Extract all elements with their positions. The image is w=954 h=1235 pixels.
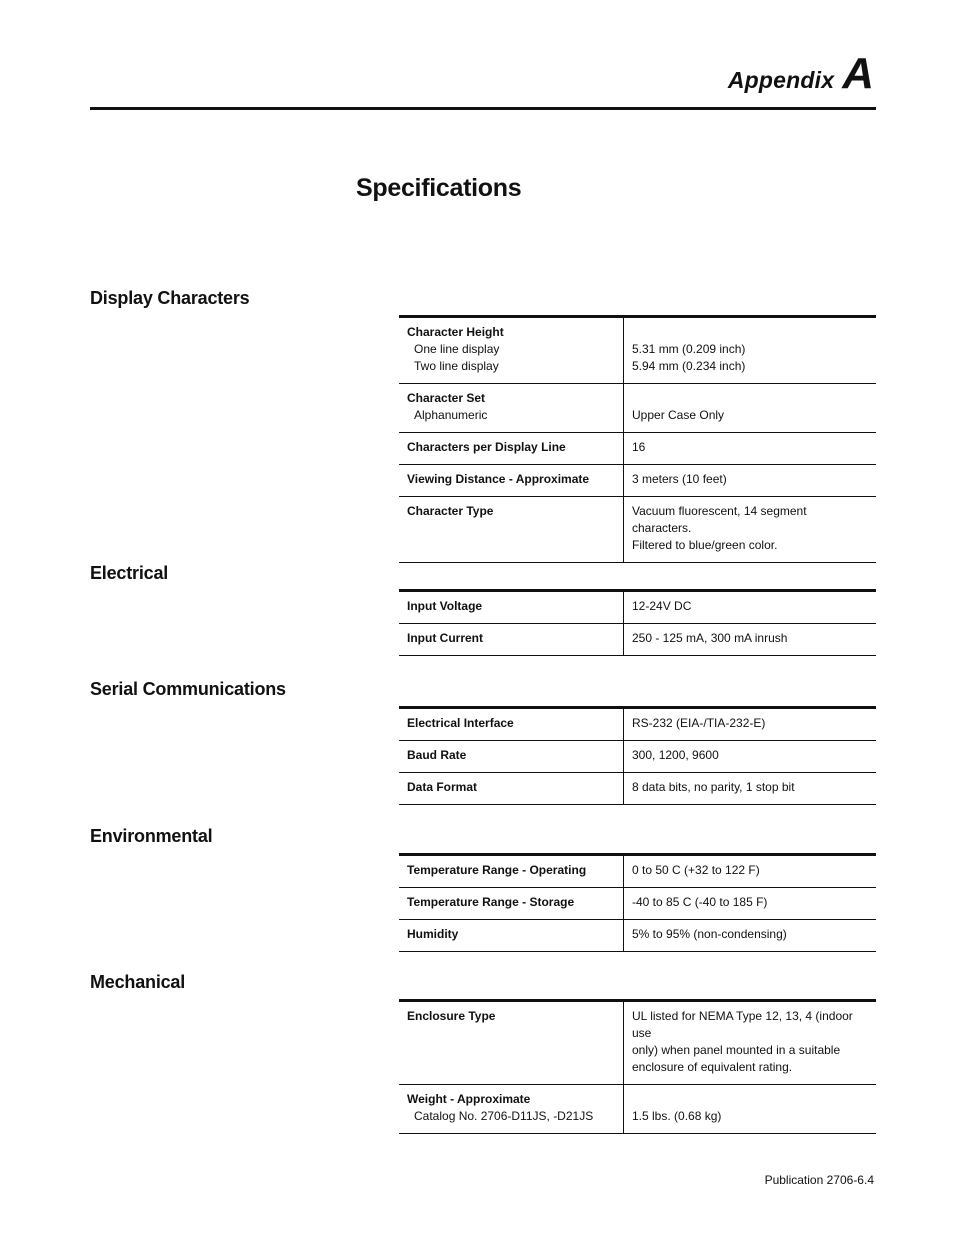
spec-row — [399, 741, 876, 773]
spec-row — [399, 773, 876, 805]
spec-table-display — [399, 315, 876, 563]
spec-row — [399, 1085, 876, 1134]
spec-value-cell — [624, 1001, 877, 1085]
appendix-word: Appendix — [727, 67, 835, 93]
spec-value: 3 meters (10 feet) — [632, 472, 727, 486]
spec-value-cell — [624, 855, 877, 888]
spec-value: -40 to 85 C (-40 to 185 F) — [632, 895, 768, 909]
spec-label-cell — [399, 497, 624, 563]
spec-label-cell — [399, 317, 624, 384]
spec-sublabel: Catalog No. 2706-D11JS, -D21JS — [414, 1109, 594, 1123]
spec-label-cell — [399, 773, 624, 805]
spec-value: 12-24V DC — [632, 599, 692, 613]
spec-value-cell — [624, 1085, 877, 1134]
spec-label: Baud Rate — [407, 748, 467, 762]
spec-label: Input Voltage — [407, 599, 483, 613]
section-heading-serial: Serial Communications — [90, 679, 286, 699]
publication-footer: Publication 2706-6.4 — [764, 1173, 874, 1187]
spec-value: 16 — [632, 440, 646, 454]
spec-value-cell — [624, 317, 877, 384]
spec-sublabel: Two line display — [414, 359, 499, 373]
spec-value: RS-232 (EIA-/TIA-232-E) — [632, 716, 766, 730]
spec-value-cell — [624, 465, 877, 497]
spec-table-environmental — [399, 853, 876, 952]
spec-row — [399, 855, 876, 888]
spec-value-cell — [624, 708, 877, 741]
spec-label: Temperature Range - Operating — [407, 863, 587, 877]
spec-value: 0 to 50 C (+32 to 122 F) — [632, 863, 760, 877]
spec-label: Data Format — [407, 780, 478, 794]
spec-row — [399, 920, 876, 952]
spec-label: Weight - Approximate — [407, 1092, 531, 1106]
spec-row — [399, 433, 876, 465]
spec-label: Characters per Display Line — [407, 440, 566, 454]
spec-label: Character Type — [407, 504, 494, 518]
spec-table-mechanical — [399, 999, 876, 1134]
appendix-letter: A — [842, 49, 874, 98]
spec-label: Input Current — [407, 631, 483, 645]
spec-value: 5.94 mm (0.234 inch) — [632, 359, 746, 373]
spec-label: Temperature Range - Storage — [407, 895, 575, 909]
spec-value: 1.5 lbs. (0.68 kg) — [632, 1109, 722, 1123]
spec-value-spacer — [632, 390, 868, 407]
spec-row — [399, 465, 876, 497]
spec-value: 250 - 125 mA, 300 mA inrush — [632, 631, 788, 645]
spec-label-cell — [399, 465, 624, 497]
spec-value-cell — [624, 920, 877, 952]
section-heading-electrical: Electrical — [90, 563, 169, 583]
section-heading-display: Display Characters — [90, 288, 250, 308]
section-heading-environmental: Environmental — [90, 826, 213, 846]
spec-label-cell — [399, 591, 624, 624]
spec-value-cell — [624, 433, 877, 465]
header-rule — [90, 107, 876, 110]
spec-row — [399, 591, 876, 624]
spec-value: only) when panel mounted in a suitable — [632, 1043, 841, 1057]
spec-label-cell — [399, 1001, 624, 1085]
spec-value-spacer — [632, 1091, 868, 1108]
spec-label-cell — [399, 855, 624, 888]
spec-label: Character Height — [407, 325, 504, 339]
section-heading-mechanical: Mechanical — [90, 972, 186, 992]
spec-value: Filtered to blue/green color. — [632, 538, 778, 552]
spec-row — [399, 1001, 876, 1085]
spec-row — [399, 497, 876, 563]
spec-label: Enclosure Type — [407, 1009, 496, 1023]
spec-sublabel: Alphanumeric — [414, 408, 488, 422]
spec-row — [399, 384, 876, 433]
spec-value-cell — [624, 741, 877, 773]
spec-label-cell — [399, 888, 624, 920]
spec-label: Electrical Interface — [407, 716, 514, 730]
spec-value: enclosure of equivalent rating. — [632, 1060, 793, 1074]
spec-row — [399, 317, 876, 384]
spec-label-cell — [399, 1085, 624, 1134]
spec-value: 5% to 95% (non-condensing) — [632, 927, 787, 941]
spec-value: 8 data bits, no parity, 1 stop bit — [632, 780, 795, 794]
spec-row — [399, 708, 876, 741]
spec-label-cell — [399, 384, 624, 433]
spec-value-cell — [624, 624, 877, 656]
spec-label: Humidity — [407, 927, 459, 941]
spec-label-cell — [399, 708, 624, 741]
spec-table-electrical — [399, 589, 876, 656]
spec-row — [399, 888, 876, 920]
spec-row — [399, 624, 876, 656]
spec-sublabel: One line display — [414, 342, 500, 356]
spec-value: 5.31 mm (0.209 inch) — [632, 342, 746, 356]
spec-label-cell — [399, 741, 624, 773]
spec-table-serial — [399, 706, 876, 805]
spec-label-cell — [399, 920, 624, 952]
spec-value-cell — [624, 384, 877, 433]
spec-label-cell — [399, 624, 624, 656]
spec-label: Character Set — [407, 391, 486, 405]
spec-value-cell — [624, 773, 877, 805]
spec-value: Vacuum fluorescent, 14 segment characters. — [632, 504, 807, 535]
spec-value: 300, 1200, 9600 — [632, 748, 719, 762]
spec-value: UL listed for NEMA Type 12, 13, 4 (indoor use — [632, 1009, 853, 1040]
spec-label: Viewing Distance - Approximate — [407, 472, 590, 486]
spec-value-cell — [624, 591, 877, 624]
appendix-marker — [727, 49, 874, 98]
spec-value-cell — [624, 888, 877, 920]
spec-label-cell — [399, 433, 624, 465]
page-title: Specifications — [356, 174, 522, 202]
spec-value-spacer — [632, 324, 868, 341]
spec-value-cell — [624, 497, 877, 563]
spec-value: Upper Case Only — [632, 408, 725, 422]
